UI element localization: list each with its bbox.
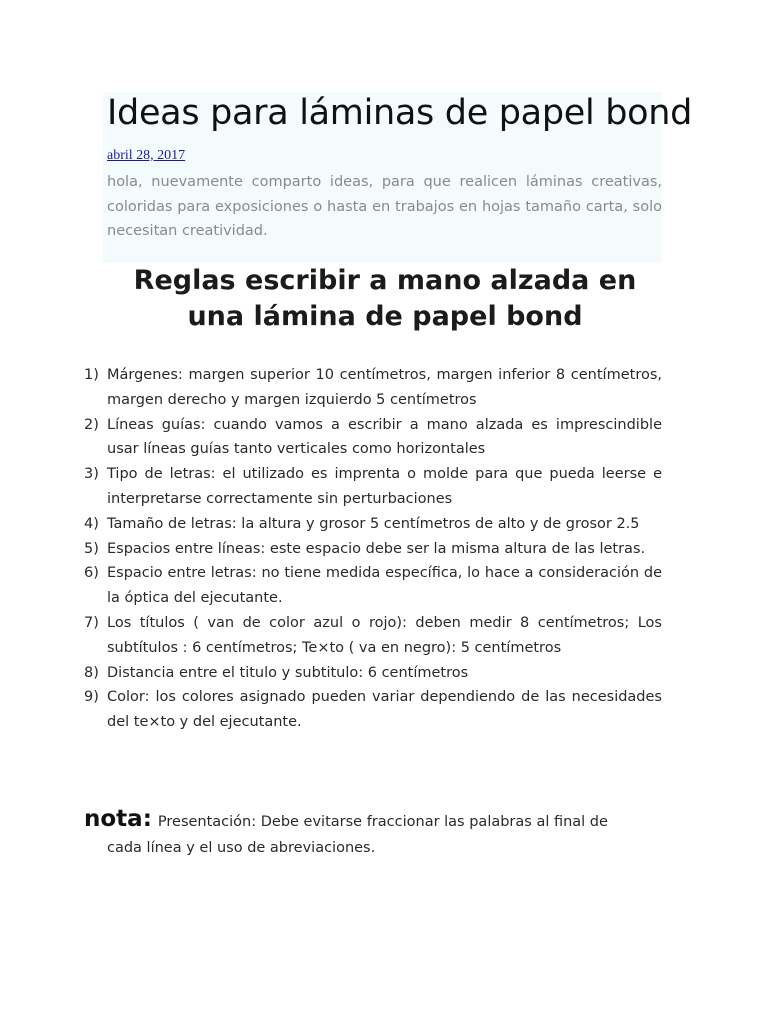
rule-item: [84, 561, 662, 611]
rule-text: Tipo de letras: el utilizado es imprenta o molde para que pueda leerse e interpretarse correctamente sin perturbaciones: [107, 466, 662, 507]
rule-item: [84, 462, 662, 512]
rule-number: 4): [84, 515, 99, 532]
rule-item: [84, 537, 662, 562]
rule-text: Color: los colores asignado pueden variar dependiendo de las necesidades del te×to y del ejecutante.: [107, 689, 662, 731]
rule-number: 7): [84, 614, 99, 631]
rules-heading: [80, 263, 690, 335]
rule-number: 5): [84, 540, 99, 557]
rule-number: 2): [84, 416, 99, 433]
blog-post-title: Ideas para láminas de papel bond: [107, 93, 693, 133]
note-text-line-1: Presentación: Debe evitarse fraccionar las palabras al final de: [157, 814, 608, 830]
rule-number: 1): [84, 367, 99, 383]
note-paragraph: [84, 806, 662, 861]
blog-post-intro: hola, nuevamente comparto ideas, para que realicen láminas creativas, coloridas para exposiciones o hasta en trabajos en hojas tamaño carta, solo necesitan creatividad.: [107, 174, 662, 239]
rules-list: [84, 363, 662, 735]
rule-number: 9): [84, 689, 99, 706]
rule-item: [84, 661, 662, 686]
rule-item: [84, 363, 662, 413]
rule-number: 6): [84, 565, 99, 582]
rule-text: Los títulos ( van de color azul o rojo): deben medir 8 centímetros; Los subtítulos : 6 centímetros; Te×to ( va en negro): 5 centímetros: [107, 614, 662, 656]
rule-item: [84, 413, 662, 463]
rule-item: [84, 512, 662, 537]
rule-text: Líneas guías: cuando vamos a escribir a mano alzada es imprescindible usar líneas guías tanto verticales como horizontales: [107, 416, 662, 458]
note-text-line-2: cada línea y el uso de abreviaciones.: [107, 840, 376, 856]
rule-number: 3): [84, 466, 99, 483]
rules-heading-line-1: Reglas escribir a mano alzada en: [133, 265, 637, 296]
rule-text: Distancia entre el titulo y subtitulo: 6 centímetros: [107, 664, 469, 681]
rule-number: 8): [84, 664, 99, 681]
rule-item: [84, 685, 662, 735]
rule-text: Tamaño de letras: la altura y grosor 5 centímetros de alto y de grosor 2.5: [107, 515, 640, 532]
note-label: nota:: [84, 806, 152, 832]
rule-text: Espacio entre letras: no tiene medida específica, lo hace a consideración de la óptica del ejecutante.: [107, 565, 662, 607]
blog-post-date-link[interactable]: abril 28, 2017: [107, 148, 186, 163]
rule-text: Márgenes: margen superior 10 centímetros, margen inferior 8 centímetros, margen derecho y margen izquierdo 5 centímetros: [107, 367, 662, 408]
rule-item: [84, 611, 662, 661]
rules-heading-line-2: una lámina de papel bond: [187, 301, 583, 332]
rule-text: Espacios entre líneas: este espacio debe ser la misma altura de las letras.: [107, 540, 646, 557]
